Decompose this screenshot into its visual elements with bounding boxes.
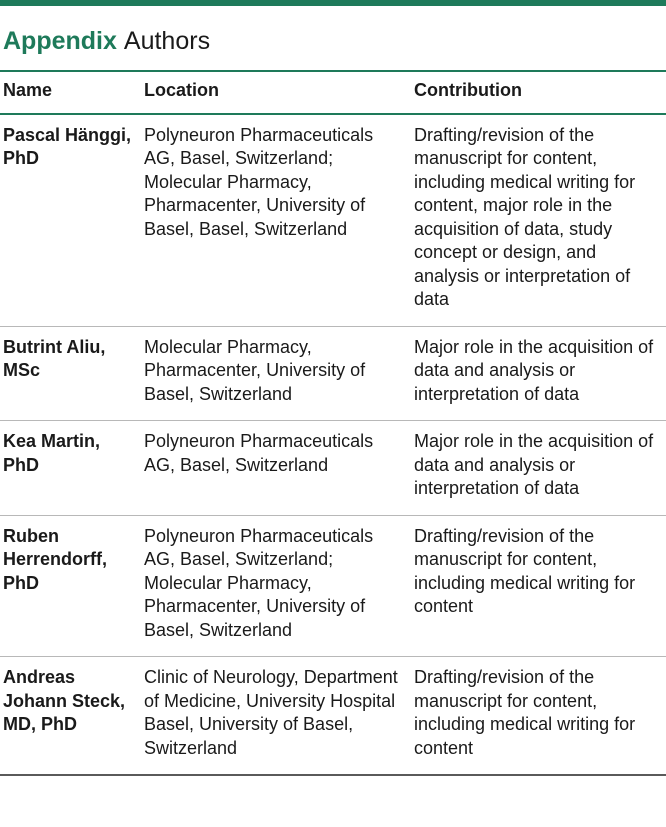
table-row xyxy=(0,115,666,327)
header-name: Name xyxy=(3,80,53,100)
authors-table xyxy=(0,72,666,776)
author-contribution: Drafting/revision of the manuscript for content, including medical writing for content, major role in the acquisition of data, study concept or design, and analysis or interpretation of data xyxy=(414,124,636,309)
top-accent-bar xyxy=(0,0,666,6)
author-name: Pascal Hänggi, PhD xyxy=(3,124,132,168)
author-name: Butrint Aliu, MSc xyxy=(3,336,106,380)
author-location: Polyneuron Pharmaceuticals AG, Basel, Switzerland; Molecular Pharmacy, Pharmacenter, University of Basel, Switzerland xyxy=(144,525,374,640)
page-title xyxy=(3,24,210,58)
author-contribution: Drafting/revision of the manuscript for content, including medical writing for content xyxy=(414,525,636,616)
author-location: Polyneuron Pharmaceuticals AG, Basel, Switzerland xyxy=(144,431,374,475)
table-row xyxy=(0,327,666,422)
title-label-authors: Authors xyxy=(123,27,211,55)
title-label-appendix: Appendix xyxy=(3,27,117,55)
table-header-row xyxy=(0,72,666,115)
author-name: Ruben Herrendorff, PhD xyxy=(3,525,108,593)
author-contribution: Major role in the acquisition of data and analysis or interpretation of data xyxy=(414,336,654,404)
author-contribution: Drafting/revision of the manuscript for content, including medical writing for content xyxy=(414,667,636,758)
author-location: Clinic of Neurology, Department of Medicine, University Hospital Basel, University of Basel, Switzerland xyxy=(144,667,398,758)
table-row xyxy=(0,421,666,516)
table-row xyxy=(0,657,666,776)
author-location: Polyneuron Pharmaceuticals AG, Basel, Switzerland; Molecular Pharmacy, Pharmacenter, University of Basel, Basel, Switzerland xyxy=(144,124,374,239)
author-location: Molecular Pharmacy, Pharmacenter, University of Basel, Switzerland xyxy=(144,336,366,404)
header-location: Location xyxy=(144,80,219,100)
author-contribution: Major role in the acquisition of data and analysis or interpretation of data xyxy=(414,431,654,498)
header-contribution: Contribution xyxy=(414,80,522,100)
author-name: Kea Martin, PhD xyxy=(3,431,101,475)
table-row xyxy=(0,516,666,658)
author-name: Andreas Johann Steck, MD, PhD xyxy=(3,667,126,734)
